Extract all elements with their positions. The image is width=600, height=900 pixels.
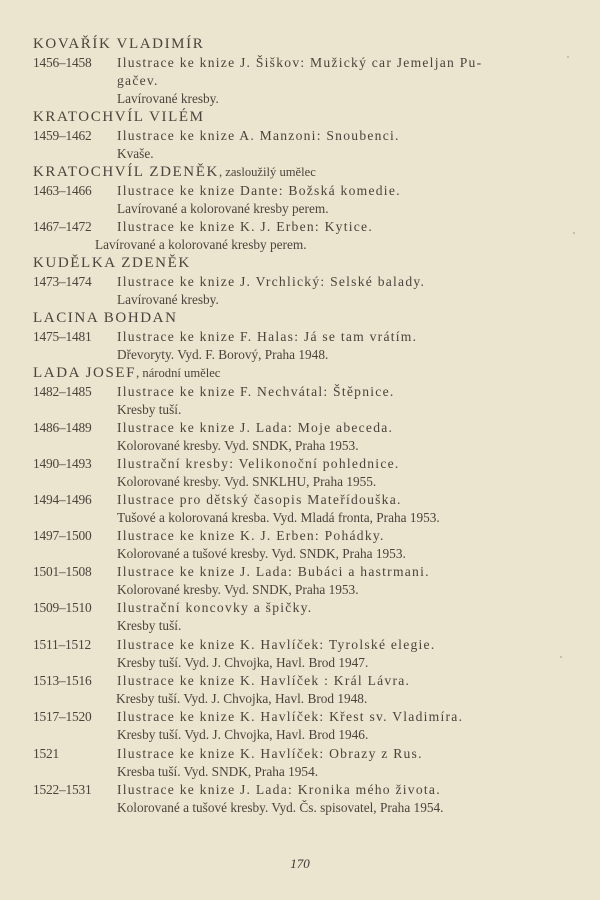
entry-title: Ilustrace ke knize K. Havlíček: Křest sv. Vladimíra. [117, 709, 464, 724]
artist-heading [33, 254, 191, 272]
artist-name: KRATOCHVÍL VILÉM [33, 109, 205, 125]
entry-numbers: 1497–1500 [33, 528, 92, 543]
entry-title: Ilustrace ke knize J. Lada: Moje abeceda. [117, 420, 394, 435]
entry-numbers: 1467–1472 [33, 219, 92, 234]
page-number: 170 [290, 856, 310, 871]
entry-description: Kolorované kresby. Vyd. SNKLHU, Praha 1955. [117, 474, 377, 489]
entry-description: Kresby tuší. Vyd. J. Chvojka, Havl. Brod 1946. [117, 727, 369, 742]
entry-title: Ilustrační koncovky a špičky. [117, 600, 313, 615]
paper-speck [567, 56, 569, 58]
entry-numbers: 1456–1458 [33, 55, 92, 70]
entry-description: Kresby tuší. Vyd. J. Chvojka, Havl. Brod 1948. [116, 691, 368, 706]
artist-name: LADA JOSEF [33, 365, 137, 381]
entry-title: Ilustrace ke knize J. Šiškov: Mužický car Jemeljan Pu- [117, 55, 483, 70]
entry-numbers: 1517–1520 [33, 709, 92, 724]
artist-honorific: , zasloužilý umělec [218, 165, 316, 179]
entry-title: Ilustrace ke knize A. Manzoni: Snoubenci. [117, 128, 400, 143]
entry-numbers: 1509–1510 [33, 600, 92, 615]
entry-description: Kolorované kresby. Vyd. SNDK, Praha 1953. [117, 582, 359, 597]
entry-description: Kresba tuší. Vyd. SNDK, Praha 1954. [117, 764, 319, 779]
entry-title: Ilustrace ke knize F. Halas: Já se tam vrátím. [117, 329, 418, 344]
entry-title: Ilustrace ke knize J. Lada: Kronika mého života. [117, 782, 441, 797]
entry-numbers: 1501–1508 [33, 564, 92, 579]
entry-description: Lavírované a kolorované kresby perem. [117, 201, 329, 216]
entry-numbers: 1513–1516 [33, 673, 92, 688]
entry-title: Ilustrace ke knize K. Havlíček : Král Lávra. [117, 673, 411, 688]
entry-description: Kvaše. [117, 146, 154, 161]
entry-description: Kolorované kresby. Vyd. SNDK, Praha 1953. [117, 438, 359, 453]
entry-numbers: 1486–1489 [33, 420, 92, 435]
entry-description: Kresby tuší. [117, 618, 182, 633]
entry-title: Ilustrace ke knize K. J. Erben: Kytice. [117, 219, 373, 234]
entry-title: Ilustrace pro dětský časopis Mateřídouška. [117, 492, 402, 507]
artist-name: KUDĚLKA ZDENĚK [33, 255, 191, 271]
artist-heading [33, 364, 220, 382]
entry-numbers: 1490–1493 [33, 456, 92, 471]
entry-numbers: 1521 [33, 746, 59, 761]
entry-title: Ilustrace ke knize K. Havlíček: Tyrolské elegie. [117, 637, 436, 652]
artist-honorific: , národní umělec [136, 366, 221, 380]
entry-description: Kresby tuší. [117, 402, 182, 417]
entry-title: Ilustrace ke knize J. Lada: Bubáci a hastrmani. [117, 564, 430, 579]
entry-numbers: 1459–1462 [33, 128, 92, 143]
entry-description: Dřevoryty. Vyd. F. Borový, Praha 1948. [117, 347, 329, 362]
artist-name: KOVAŘÍK VLADIMÍR [33, 36, 205, 52]
entry-numbers: 1511–1512 [33, 637, 91, 652]
entry-title: Ilustrace ke knize F. Nechvátal: Štěpnice. [117, 384, 395, 399]
artist-heading [33, 108, 205, 126]
entry-description: Lavírované a kolorované kresby perem. [95, 237, 307, 252]
artist-name: KRATOCHVÍL ZDENĚK [33, 164, 219, 180]
artist-heading [33, 309, 178, 327]
entry-numbers: 1494–1496 [33, 492, 92, 507]
entry-numbers: 1473–1474 [33, 274, 92, 289]
entry-numbers: 1475–1481 [33, 329, 92, 344]
paper-speck [573, 232, 575, 234]
entry-title: Ilustrační kresby: Velikonoční pohlednice. [117, 456, 400, 471]
entry-title: Ilustrace ke knize K. J. Erben: Pohádky. [117, 528, 385, 543]
entry-description: Lavírované kresby. [117, 292, 219, 307]
entry-numbers: 1463–1466 [33, 183, 92, 198]
entry-numbers: 1522–1531 [33, 782, 92, 797]
entry-description: Kolorované a tušové kresby. Vyd. SNDK, Praha 1953. [117, 546, 406, 561]
artist-heading [33, 163, 316, 181]
entry-description: Kolorované a tušové kresby. Vyd. Čs. spisovatel, Praha 1954. [117, 800, 444, 815]
entry-numbers: 1482–1485 [33, 384, 92, 399]
entry-description: Kresby tuší. Vyd. J. Chvojka, Havl. Brod 1947. [117, 655, 369, 670]
artist-heading [33, 35, 204, 53]
entry-title-continuation: gačev. [117, 73, 159, 88]
artist-name: LACINA BOHDAN [33, 310, 178, 326]
entry-title: Ilustrace ke knize K. Havlíček: Obrazy z Rus. [117, 746, 423, 761]
entry-description: Tušové a kolorovaná kresba. Vyd. Mladá fronta, Praha 1953. [117, 510, 440, 525]
paper-speck [560, 656, 562, 658]
entry-title: Ilustrace ke knize J. Vrchlický: Selské balady. [117, 274, 426, 289]
entry-description: Lavírované kresby. [117, 91, 219, 106]
entry-title: Ilustrace ke knize Dante: Božská komedie. [117, 183, 401, 198]
